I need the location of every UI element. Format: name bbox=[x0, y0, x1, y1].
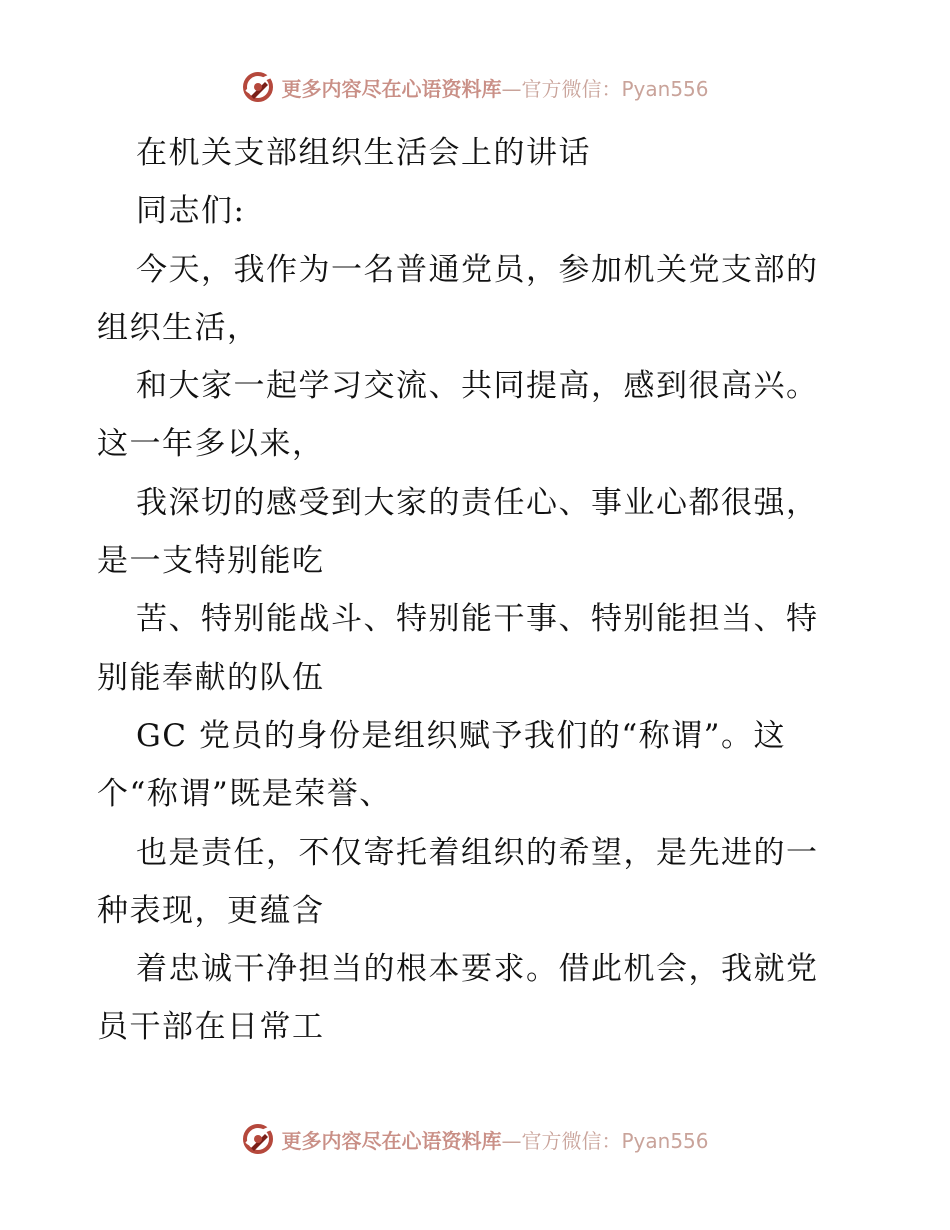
watermark-prefix: 更多内容尽在心语资料库 bbox=[281, 76, 502, 101]
red-ink-pen-logo-icon bbox=[241, 70, 275, 104]
document-title: 在机关支部组织生活会上的讲话 bbox=[136, 135, 591, 171]
document-line: 个“称谓”既是荣誉、 bbox=[97, 776, 392, 813]
document-body bbox=[97, 124, 857, 1057]
document-line: 别能奉献的队伍 bbox=[97, 659, 325, 696]
watermark-prefix: 更多内容尽在心语资料库 bbox=[281, 1128, 502, 1153]
document-line: 我深切的感受到大家的责任心、事业心都很强， bbox=[136, 484, 819, 521]
document-line: 苦、特别能战斗、特别能干事、特别能担当、特 bbox=[136, 601, 819, 638]
watermark-text bbox=[281, 1125, 708, 1154]
header-watermark bbox=[0, 70, 950, 104]
document-line: 也是责任，不仅寄托着组织的希望，是先进的一 bbox=[136, 834, 819, 871]
document-line: 是一支特别能吃 bbox=[97, 543, 325, 580]
watermark-wechat-id: Pyan556 bbox=[621, 76, 709, 101]
document-line: 今天，我作为一名普通党员，参加机关党支部的 bbox=[136, 251, 819, 288]
watermark-separator: — bbox=[501, 1128, 522, 1153]
red-ink-pen-logo-icon bbox=[241, 1122, 275, 1156]
watermark-wechat-id: Pyan556 bbox=[621, 1128, 709, 1153]
document-line: 着忠诚干净担当的根本要求。借此机会，我就党 bbox=[136, 951, 819, 988]
watermark-suffix: 官方微信： bbox=[521, 1128, 622, 1153]
document-line: 这一年多以来， bbox=[97, 426, 325, 463]
document-line: 和大家一起学习交流、共同提高，感到很高兴。 bbox=[136, 368, 819, 405]
watermark-text bbox=[281, 73, 708, 102]
watermark-separator: — bbox=[501, 76, 522, 101]
footer-watermark bbox=[0, 1122, 950, 1156]
document-line: 组织生活， bbox=[97, 309, 260, 346]
document-line: GC 党员的身份是组织赋予我们的“称谓”。这 bbox=[136, 717, 787, 754]
document-line: 同志们: bbox=[136, 193, 246, 230]
document-line: 员干部在日常工 bbox=[97, 1009, 325, 1046]
watermark-suffix: 官方微信： bbox=[521, 76, 622, 101]
document-line: 种表现，更蕴含 bbox=[97, 892, 325, 929]
